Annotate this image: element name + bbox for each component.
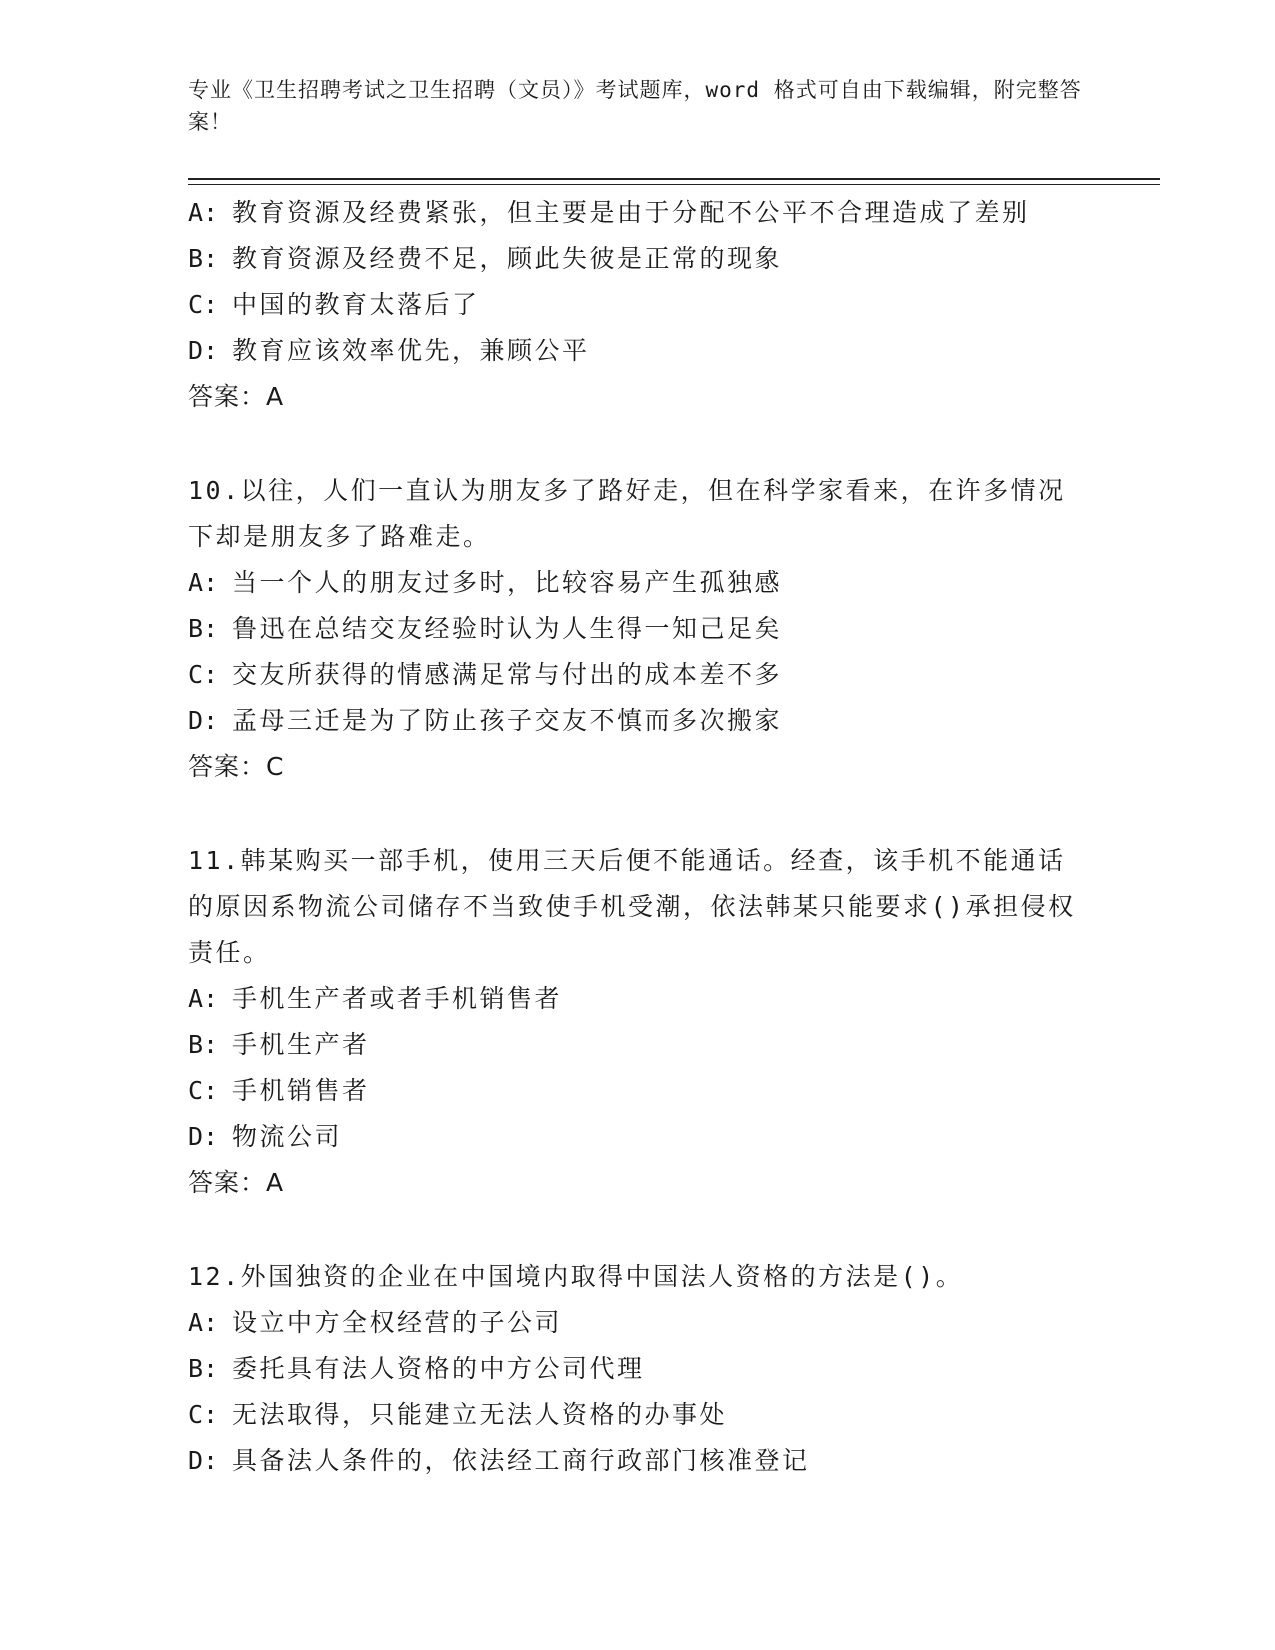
option-text: 教育资源及经费不足，顾此失彼是正常的现象 bbox=[232, 244, 783, 273]
answer-line: 答案：A bbox=[188, 1168, 285, 1197]
option-text: 手机生产者 bbox=[232, 1030, 370, 1059]
option-d bbox=[188, 1114, 1088, 1160]
option-b bbox=[188, 236, 1088, 282]
option-text: 教育资源及经费紧张，但主要是由于分配不公平不合理造成了差别 bbox=[232, 198, 1030, 227]
option-letter: B: bbox=[188, 244, 219, 273]
option-letter: A: bbox=[188, 1308, 219, 1337]
answer-line: 答案：A bbox=[188, 382, 285, 411]
header-divider-thin bbox=[188, 184, 1160, 185]
option-text: 中国的教育太落后了 bbox=[232, 290, 480, 319]
question-stem: 11.韩某购买一部手机，使用三天后便不能通话。经查，该手机不能通话的原因系物流公司储存不当致使手机受潮，依法韩某只能要求()承担侵权责任。 bbox=[188, 846, 1076, 967]
document-header: 专业《卫生招聘考试之卫生招聘（文员）》考试题库，word 格式可自由下载编辑，附完整答案！ bbox=[188, 78, 1082, 134]
option-letter: B: bbox=[188, 1030, 219, 1059]
option-c bbox=[188, 652, 1088, 698]
option-letter: B: bbox=[188, 1354, 219, 1383]
option-a bbox=[188, 1300, 1088, 1346]
question-stem: 12.外国独资的企业在中国境内取得中国法人资格的方法是()。 bbox=[188, 1262, 964, 1291]
option-c bbox=[188, 282, 1088, 328]
option-text: 鲁迅在总结交友经验时认为人生得一知己足矣 bbox=[232, 614, 783, 643]
header-divider-thick bbox=[188, 178, 1160, 180]
option-c bbox=[188, 1392, 1088, 1438]
option-c bbox=[188, 1068, 1088, 1114]
question-list bbox=[188, 190, 1088, 1484]
option-text: 当一个人的朋友过多时，比较容易产生孤独感 bbox=[232, 568, 783, 597]
option-text: 教育应该效率优先，兼顾公平 bbox=[232, 336, 590, 365]
question-10 bbox=[188, 468, 1088, 790]
option-b bbox=[188, 1346, 1088, 1392]
option-letter: D: bbox=[188, 706, 219, 735]
option-letter: A: bbox=[188, 984, 219, 1013]
option-letter: C: bbox=[188, 660, 219, 689]
option-d bbox=[188, 698, 1088, 744]
option-a bbox=[188, 560, 1088, 606]
question-9 bbox=[188, 190, 1088, 420]
option-letter: B: bbox=[188, 614, 219, 643]
option-letter: D: bbox=[188, 1446, 219, 1475]
question-stem: 10.以往，人们一直认为朋友多了路好走，但在科学家看来，在许多情况下却是朋友多了路难走。 bbox=[188, 476, 1066, 551]
option-text: 孟母三迁是为了防止孩子交友不慎而多次搬家 bbox=[232, 706, 783, 735]
option-text: 交友所获得的情感满足常与付出的成本差不多 bbox=[232, 660, 783, 689]
option-d bbox=[188, 328, 1088, 374]
option-d bbox=[188, 1438, 1088, 1484]
option-text: 手机生产者或者手机销售者 bbox=[232, 984, 563, 1013]
option-letter: A: bbox=[188, 198, 219, 227]
option-letter: C: bbox=[188, 1076, 219, 1105]
option-text: 手机销售者 bbox=[232, 1076, 370, 1105]
option-letter: D: bbox=[188, 1122, 219, 1151]
option-a bbox=[188, 976, 1088, 1022]
option-text: 无法取得，只能建立无法人资格的办事处 bbox=[232, 1400, 728, 1429]
option-text: 设立中方全权经营的子公司 bbox=[232, 1308, 563, 1337]
spacer bbox=[188, 420, 1088, 468]
option-a bbox=[188, 190, 1088, 236]
option-b bbox=[188, 1022, 1088, 1068]
option-letter: A: bbox=[188, 568, 219, 597]
option-b bbox=[188, 606, 1088, 652]
question-11 bbox=[188, 838, 1088, 1206]
answer-line: 答案：C bbox=[188, 752, 285, 781]
option-text: 委托具有法人资格的中方公司代理 bbox=[232, 1354, 645, 1383]
option-text: 具备法人条件的，依法经工商行政部门核准登记 bbox=[232, 1446, 810, 1475]
option-letter: D: bbox=[188, 336, 219, 365]
option-letter: C: bbox=[188, 1400, 219, 1429]
option-letter: C: bbox=[188, 290, 219, 319]
spacer bbox=[188, 790, 1088, 838]
spacer bbox=[188, 1206, 1088, 1254]
question-12 bbox=[188, 1254, 1088, 1484]
option-text: 物流公司 bbox=[232, 1122, 343, 1151]
